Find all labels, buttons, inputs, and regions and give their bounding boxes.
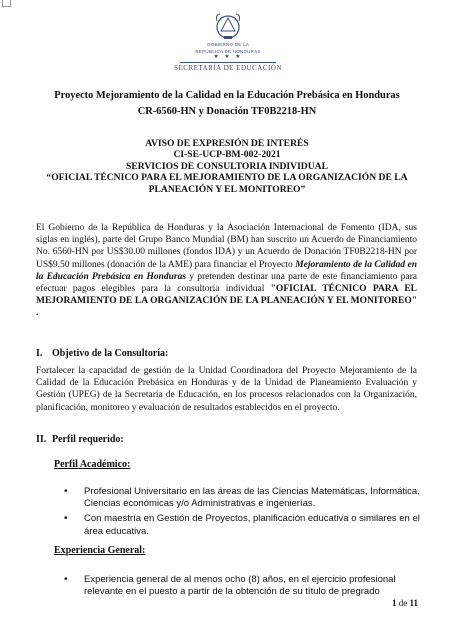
- academic-profile-heading: Perfil Académico:: [54, 459, 131, 470]
- current-page: 1: [391, 598, 397, 608]
- list-item: • Experiencia general de al menos ocho (8) años, en el ejercicio profesional relevante en el puesto a partir de la obtención de su título de pregrado: [64, 574, 424, 598]
- logo-divider: [180, 62, 276, 63]
- corner-mark: [2, 0, 11, 7]
- general-experience-heading: Experiencia General:: [54, 545, 146, 556]
- notice-consultancy-title: “OFICIAL TÉCNICO PARA EL MEJORAMIENTO DE LA ORGANIZACIÓN DE LA PLANEACIÓN Y EL MONITOREO”: [46, 172, 408, 195]
- intro-paragraph: [36, 222, 417, 320]
- page-number: [392, 598, 418, 608]
- section-2-title: Perfil requerido:: [52, 434, 124, 445]
- section-2-heading: [36, 434, 124, 445]
- academic-profile-list: [64, 486, 424, 541]
- intro-text-part2: y pretenden destinar una parte de este financiamiento para efectuar pagos elegibles para la consultoría individual: [36, 271, 417, 295]
- logo-text-line2: SECRETARÍA DE EDUCACIÓN: [174, 64, 282, 72]
- section-1-title: Objetivo de la Consultoría:: [52, 348, 169, 359]
- logo-text-line1b: REPÚBLICA DE HONDURAS: [195, 49, 261, 54]
- project-title-line2: CR-6560-HN y Donación TF0B2218-HN: [137, 106, 317, 117]
- intro-project-name: Mejoramiento de la Calidad en la Educación Prebásica en Honduras: [36, 259, 418, 282]
- section-1-heading: [36, 348, 168, 359]
- logo-stars: ★ ★ ★: [213, 54, 243, 60]
- government-logo: [172, 12, 284, 82]
- list-item: • Profesional Universitario en las áreas de las Ciencias Matemáticas, Informática, Ciencias económicas y/o Administrativas e ingenierías.: [64, 486, 424, 510]
- page-separator: de: [398, 598, 408, 608]
- project-title-line1: Proyecto Mejoramiento de la Calidad en la Educación Prebásica en Honduras: [54, 90, 400, 101]
- total-pages: 11: [409, 598, 418, 608]
- intro-text-part1: El Gobierno de la República de Honduras y la Asociación Internacional de Fomento (IDA, sus siglas en inglés), parte del Grupo Banco Mundial (BM) han suscrito un Acuerdo de Financiamiento No. 6560-HN por US$30.00 millones (fondos IDA) y un Acuerdo de Donación TF0B2218-HN por US$9.50 millones (donación de la AME) para financiar el Proyecto: [36, 223, 417, 270]
- notice-service-type: SERVICIOS DE CONSULTORIA INDIVIDUAL: [126, 160, 328, 172]
- section-1-number: I.: [36, 348, 43, 359]
- project-title: [0, 88, 454, 120]
- notice-code: CI-SE-UCP-BM-002-2021: [173, 149, 281, 161]
- section-1-body: Fortalecer la capacidad de gestión de la Unidad Coordinadora del Proyecto Mejoramiento de la Calidad de la Educación Prebásica en Honduras y de la Unidad de Planeamiento Evaluación y Gestión (UPEG) de la Secretaría de Educación, en los procesos relacionados con la Organización, planificación, monitoreo y evaluación de resultados establecidos en el proyecto.: [36, 366, 417, 413]
- intro-consultancy-name: "OFICIAL TÉCNICO PARA EL MEJORAMIENTO DE LA ORGANIZACIÓN DE LA PLANEACIÓN Y EL MONITOREO" .: [36, 284, 417, 319]
- section-2-number: II.: [36, 434, 47, 445]
- general-experience-list: [64, 574, 424, 601]
- list-item: • Con maestría en Gestión de Proyectos, planificación educativa o similares en el área educativa.: [64, 513, 424, 537]
- logo-text-line1: GOBIERNO DE LA: [206, 42, 250, 47]
- notice-line1: AVISO DE EXPRESIÓN DE INTERÉS: [145, 138, 309, 149]
- notice-heading: [0, 138, 454, 195]
- coat-of-arms-icon: [213, 12, 243, 40]
